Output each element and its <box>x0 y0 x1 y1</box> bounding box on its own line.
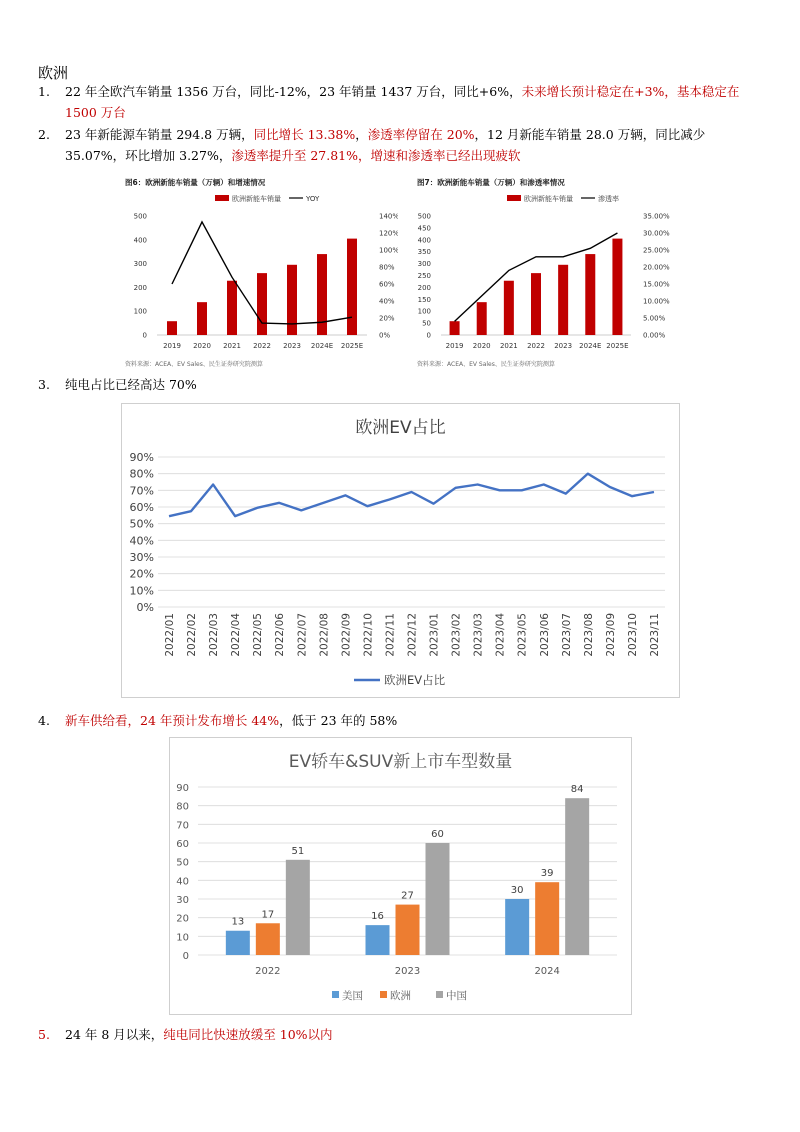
x-tick-label: 2020 <box>193 342 211 350</box>
x-tick-label: 2022 <box>253 342 271 350</box>
legend-swatch <box>436 991 443 998</box>
list-number: 4. <box>38 713 50 728</box>
list-number: 3. <box>38 377 50 392</box>
x-tick-label: 2024 <box>534 966 560 977</box>
y2-tick-label: 60% <box>379 280 395 289</box>
y-tick-label: 0% <box>136 601 154 614</box>
legend-label: 欧洲EV占比 <box>384 673 446 687</box>
bar <box>257 273 267 335</box>
bar <box>504 281 514 335</box>
y-tick-label: 200 <box>417 283 431 292</box>
x-tick-label: 2023/11 <box>648 613 661 657</box>
bar <box>227 281 237 335</box>
x-tick-label: 2022/03 <box>208 613 221 657</box>
list-text <box>65 374 768 395</box>
bar <box>347 239 357 335</box>
series-line <box>169 474 654 517</box>
y-tick-label: 400 <box>133 236 147 245</box>
list-number: 5. <box>38 1027 50 1042</box>
x-tick-label: 2022/01 <box>164 613 177 657</box>
y-tick-label: 0 <box>142 331 147 340</box>
bar <box>477 302 487 335</box>
text-segment: ，12 月新能车销量 28.0 万辆，同比减少 35.07%，环比增加 3.27%， <box>65 127 706 163</box>
list-text <box>65 124 768 166</box>
y2-tick-label: 40% <box>379 297 395 306</box>
chart-title: 欧洲EV占比 <box>355 418 446 438</box>
list-number: 1. <box>38 84 50 99</box>
y-tick-label: 150 <box>417 295 431 304</box>
x-tick-label: 2022/06 <box>274 613 287 657</box>
data-label: 60 <box>431 829 444 840</box>
x-tick-label: 2025E <box>606 342 629 350</box>
bar <box>505 899 529 955</box>
legend-label: 美国 <box>342 990 363 1002</box>
chart-source: 资料来源：ACEA、EV Sales、民生证券研究院测算 <box>417 361 555 368</box>
x-tick-label: 2023/09 <box>604 613 617 657</box>
x-tick-label: 2023/02 <box>450 613 463 657</box>
bar <box>256 923 280 955</box>
list-number: 2. <box>38 127 50 142</box>
legend-label: 欧洲 <box>390 990 411 1002</box>
chart-title: 图7：欧洲新能车销量（万辆）和渗透率情况 <box>417 178 565 187</box>
x-tick-label: 2023/04 <box>494 613 507 657</box>
y-tick-label: 300 <box>133 260 147 269</box>
y2-tick-label: 80% <box>379 263 395 272</box>
highlight-segment: 渗透率停留在 20% <box>367 127 475 142</box>
y2-tick-label: 10.00% <box>643 297 670 306</box>
chart-source: 资料来源：ACEA、EV Sales、民生证券研究院测算 <box>125 361 263 368</box>
bar <box>612 239 622 335</box>
x-tick-label: 2022/09 <box>340 613 353 657</box>
highlight-segment: 同比增长 13.38% <box>253 127 356 142</box>
y2-tick-label: 0.00% <box>643 331 666 340</box>
y-tick-label: 80 <box>176 801 189 813</box>
x-tick-label: 2023/05 <box>516 613 529 657</box>
highlight-segment: 纯电同比快速放缓至 10%以内 <box>163 1027 333 1042</box>
x-tick-label: 2022 <box>255 966 281 977</box>
chart-new-models <box>169 737 632 1015</box>
bar <box>426 843 450 955</box>
y-tick-label: 50% <box>129 517 154 531</box>
y-tick-label: 10 <box>176 932 189 944</box>
y-tick-label: 350 <box>417 248 431 257</box>
x-tick-label: 2022/07 <box>296 613 309 657</box>
y-tick-label: 30 <box>176 895 189 906</box>
list-text <box>65 1024 768 1045</box>
x-tick-label: 2023 <box>394 966 421 977</box>
y-tick-label: 100 <box>417 307 431 316</box>
y2-tick-label: 25.00% <box>643 246 670 255</box>
legend-swatch-bar <box>215 195 229 201</box>
x-tick-label: 2022 <box>527 342 545 350</box>
text-segment: ，低于 23 年的 58% <box>279 713 398 728</box>
chart-fig7-svg <box>415 172 690 372</box>
y-tick-label: 90 <box>176 783 189 794</box>
y2-tick-label: 20.00% <box>643 263 670 272</box>
y-tick-label: 500 <box>417 212 431 221</box>
bar <box>585 254 595 335</box>
bar <box>366 925 390 955</box>
x-tick-label: 2022/12 <box>406 613 419 657</box>
legend-swatch <box>332 991 339 998</box>
text-segment: 纯电占比已经高达 70% <box>65 377 197 392</box>
data-label: 39 <box>540 868 554 880</box>
data-label: 84 <box>570 784 584 796</box>
x-tick-label: 2023/10 <box>626 613 639 657</box>
y2-tick-label: 120% <box>379 229 398 238</box>
chart-ev-share <box>121 403 680 698</box>
y-tick-label: 0 <box>426 331 431 340</box>
y-tick-label: 60% <box>129 501 154 514</box>
bar <box>565 798 589 955</box>
highlight-segment: 渗透率提升至 27.81%，增速和渗透率已经出现疲软 <box>231 148 521 163</box>
x-tick-label: 2019 <box>163 342 181 350</box>
x-tick-label: 2023/07 <box>560 613 573 657</box>
x-tick-label: 2023/03 <box>472 613 485 657</box>
y-tick-label: 300 <box>417 260 431 269</box>
x-tick-label: 2022/08 <box>318 613 331 657</box>
y-tick-label: 10% <box>129 584 154 598</box>
x-tick-label: 2023/01 <box>428 613 441 657</box>
y2-tick-label: 140% <box>379 212 398 221</box>
legend-swatch <box>380 991 387 998</box>
y-tick-label: 500 <box>133 212 147 221</box>
data-label: 27 <box>401 890 414 902</box>
chart-fig7 <box>415 172 690 372</box>
bar <box>450 321 460 335</box>
bar <box>531 273 541 335</box>
data-label: 13 <box>231 916 245 928</box>
x-tick-label: 2022/04 <box>230 613 243 657</box>
list-text <box>65 710 768 731</box>
y2-tick-label: 5.00% <box>643 314 666 323</box>
bar <box>167 321 177 335</box>
text-segment: 22 年全欧汽车销量 1356 万台，同比-12%，23 年销量 1437 万台，同比+6%， <box>65 84 522 99</box>
legend-label: YOY <box>306 195 320 203</box>
legend-label: 中国 <box>446 990 467 1002</box>
y-tick-label: 50 <box>176 857 189 869</box>
y-tick-label: 70% <box>129 484 154 498</box>
y-tick-label: 400 <box>417 236 431 245</box>
legend-label: 欧洲新能车销量 <box>232 195 281 203</box>
y-tick-label: 20 <box>176 913 189 925</box>
chart-title: 图6：欧洲新能车销量（万辆）和增速情况 <box>125 178 266 187</box>
x-tick-label: 2020 <box>472 342 491 350</box>
y-tick-label: 250 <box>417 272 431 280</box>
highlight-segment: 新车供给看，24 年预计发布增长 44% <box>65 713 280 728</box>
x-tick-label: 2022/10 <box>362 613 375 657</box>
bar <box>558 265 568 335</box>
y2-tick-label: 15.00% <box>643 280 670 289</box>
legend-swatch-bar <box>507 195 521 201</box>
y-tick-label: 20% <box>129 567 154 581</box>
y-tick-label: 90% <box>129 451 154 464</box>
y2-tick-label: 30.00% <box>643 229 670 238</box>
x-tick-label: 2023 <box>283 342 301 350</box>
y-tick-label: 100 <box>133 307 147 316</box>
y2-tick-label: 20% <box>379 314 395 323</box>
bar <box>197 302 207 335</box>
y-tick-label: 60 <box>176 839 189 850</box>
legend-label: 欧洲新能车销量 <box>524 195 573 203</box>
y2-tick-label: 35.00% <box>643 212 670 221</box>
y2-tick-label: 100% <box>379 246 398 255</box>
x-tick-label: 2023/08 <box>582 613 595 657</box>
chart-ev-share-svg <box>122 404 679 697</box>
x-tick-label: 2024E <box>579 342 602 350</box>
x-tick-label: 2023/06 <box>538 613 551 657</box>
x-tick-label: 2024E <box>310 342 334 350</box>
chart-title: EV轿车&SUV新上市车型数量 <box>288 752 513 772</box>
y-tick-label: 450 <box>417 224 431 233</box>
y-tick-label: 200 <box>133 283 147 292</box>
x-tick-label: 2022/05 <box>252 613 265 657</box>
legend-label: 渗透率 <box>598 195 619 203</box>
y-tick-label: 80% <box>129 467 154 481</box>
bar <box>226 931 250 955</box>
data-label: 51 <box>291 845 305 857</box>
data-label: 30 <box>510 885 524 896</box>
highlight-segment: 未来增长预计稳定在+3%，基本稳定在 1500 万台 <box>65 84 740 120</box>
chart-fig6-svg <box>123 172 398 372</box>
data-label: 17 <box>261 909 275 921</box>
data-label: 16 <box>371 911 384 923</box>
x-tick-label: 2022/11 <box>384 613 397 657</box>
x-tick-label: 2025E <box>340 342 364 350</box>
y-tick-label: 40 <box>176 876 189 888</box>
bar <box>396 905 420 955</box>
y2-tick-label: 0% <box>379 331 391 340</box>
x-tick-label: 2019 <box>445 342 464 350</box>
text-segment: ， <box>355 127 368 142</box>
y-tick-label: 40% <box>129 534 154 548</box>
bar <box>535 882 559 955</box>
y-tick-label: 30% <box>129 551 154 564</box>
bar <box>286 860 310 955</box>
chart-fig6 <box>123 172 398 372</box>
list-text <box>65 81 768 123</box>
y-tick-label: 70 <box>176 820 189 832</box>
text-segment: 24 年 8 月以来， <box>65 1027 164 1042</box>
x-tick-label: 2022/02 <box>186 613 199 657</box>
x-tick-label: 2021 <box>499 342 518 350</box>
y-tick-label: 0 <box>182 951 189 962</box>
x-tick-label: 2023 <box>554 342 573 350</box>
y-tick-label: 50 <box>422 319 431 328</box>
x-tick-label: 2021 <box>223 342 241 350</box>
chart-new-models-svg <box>170 738 631 1014</box>
text-segment: 23 年新能源车销量 294.8 万辆， <box>65 127 254 142</box>
section-heading: 欧洲 <box>38 64 69 82</box>
